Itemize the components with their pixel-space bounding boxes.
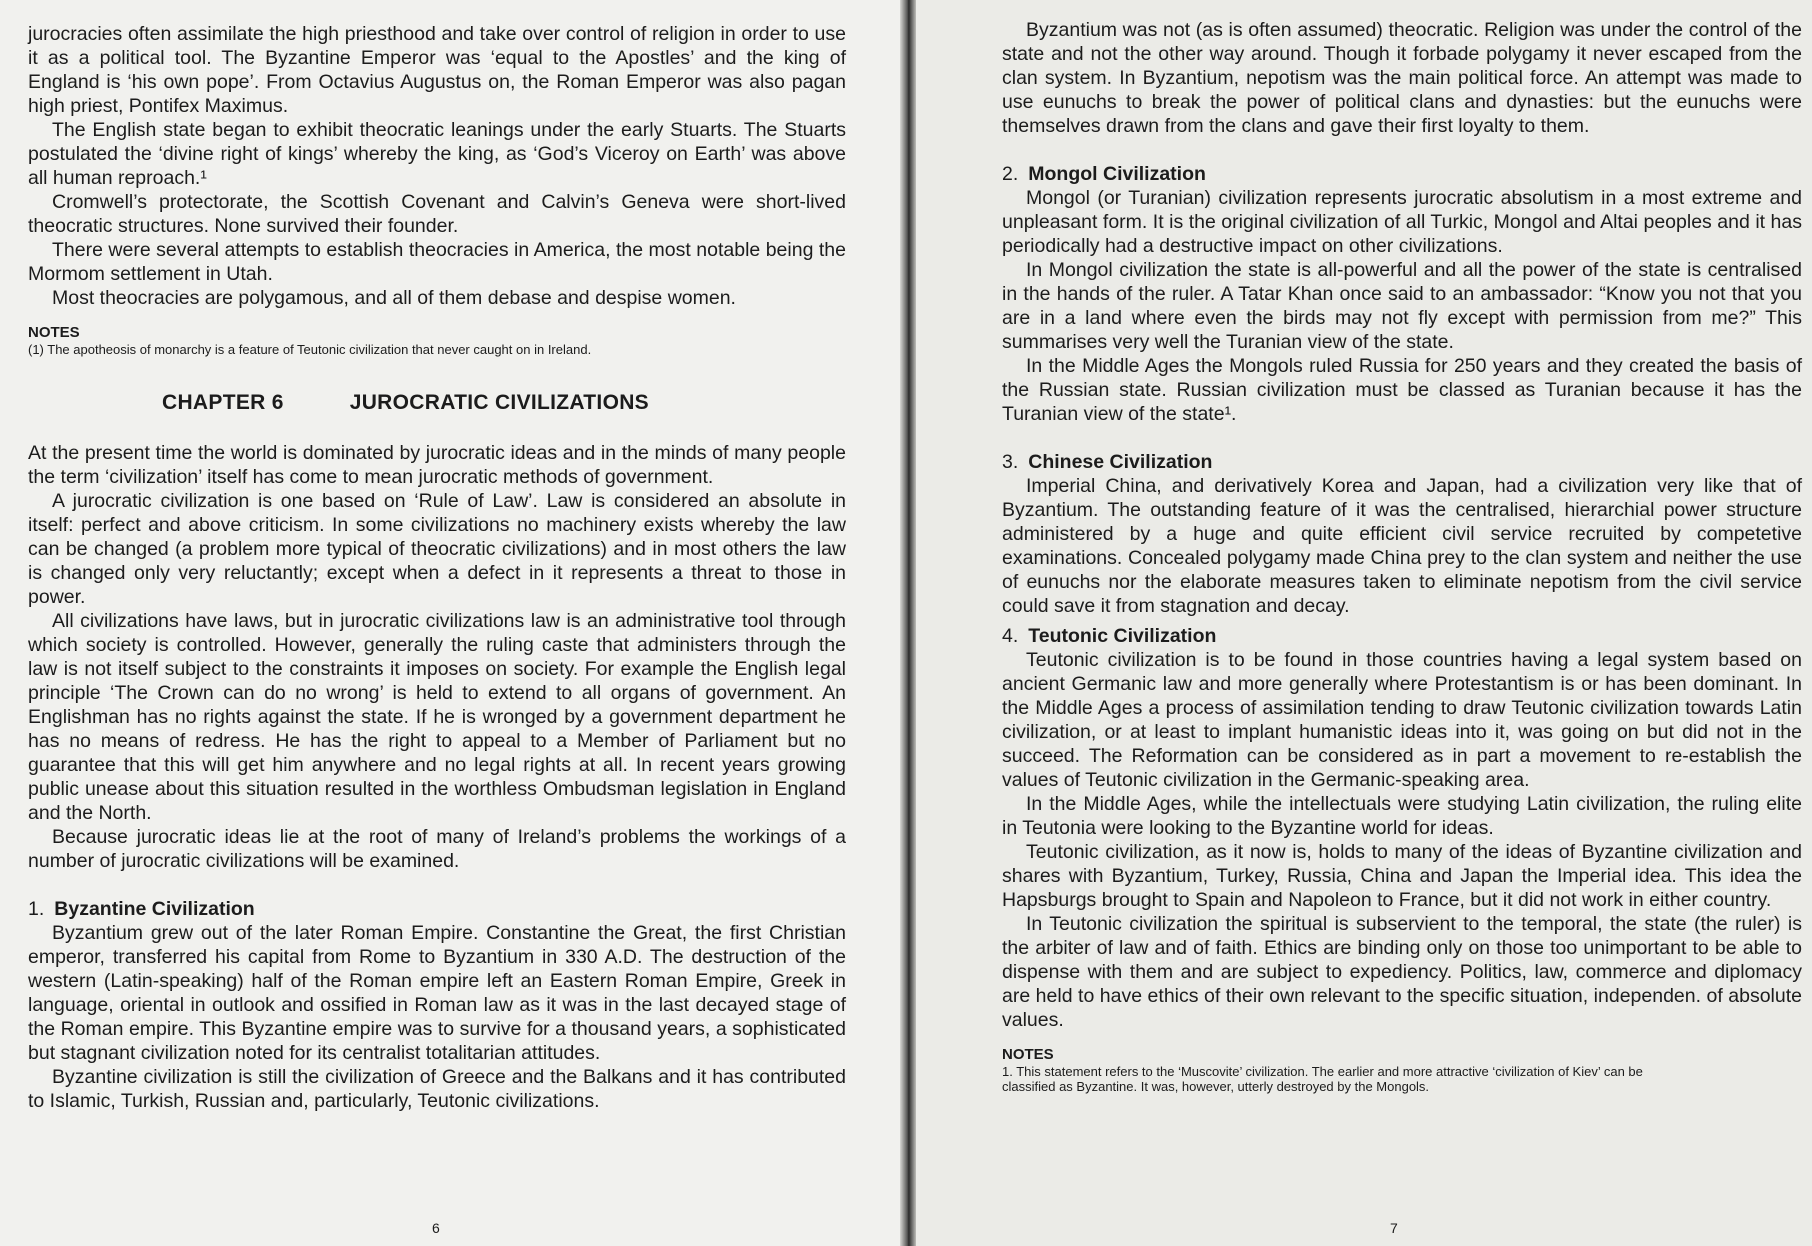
section-heading <box>1002 162 1802 186</box>
paragraph: Most theocracies are polygamous, and all of them debase and despise women. <box>52 287 736 309</box>
right-page <box>906 0 1812 1246</box>
paragraph: There were several attempts to establish theocracies in America, the most notable being the Mormom settlement in Utah. <box>28 239 846 285</box>
chapter-label: CHAPTER 6 <box>162 391 284 414</box>
page-number: 7 <box>1390 1220 1398 1236</box>
section-title: Teutonic Civilization <box>1028 625 1217 647</box>
section-heading <box>1002 624 1802 648</box>
section-number: 1. <box>28 898 45 920</box>
chapter-heading <box>162 391 846 415</box>
paragraph: Byzantium grew out of the later Roman Empire. Constantine the Great, the first Christian emperor, transferred his capital from Rome to Byzantium in 330 A.D. The destruction of the western (Latin-speaking) half of the Roman empire left an Eastern Roman Empire, Greek in language, oriental in outlook and ossified in Roman law as it was in the last decayed stage of the Roman empire. This Byzantine empire was to survive for a thousand years, a sophisticated but stagnant civilization noted for its centralist totalitarian attitudes. <box>28 922 846 1064</box>
section-title: Mongol Civilization <box>1028 163 1206 185</box>
book-gutter <box>900 0 916 1246</box>
paragraph: In Teutonic civilization the spiritual is subservient to the temporal, the state (the ruler) is the arbiter of law and of faith. Ethics are binding only on those too unimportant to be able to dispense with them and are subject to expediency. Politics, law, commerce and diplomacy are held to have ethics of their own relevant to the specific situation, independen. of absolute values. <box>1002 913 1802 1031</box>
footnote: 1. This statement refers to the ‘Muscovite’ civilization. The earlier and more attractive ‘civilization of Kiev’ can be classified as Byzantine. It was, however, utterly destroyed by the Mongols. <box>1002 1064 1643 1094</box>
section-number: 3. <box>1002 451 1019 473</box>
paragraph: Because jurocratic ideas lie at the root of many of Ireland’s problems the workings of a number of jurocratic civilizations will be examined. <box>28 826 846 872</box>
section-number: 4. <box>1002 625 1019 647</box>
paragraph: Byzantium was not (as is often assumed) theocratic. Religion was under the control of the state and not the other way around. Though it forbade polygamy it never escaped from the clan system. In Byzantium, nepotism was the main political force. An attempt was made to use eunuchs to break the power of political clans and dynasties: but the eunuchs were themselves drawn from the clans and gave their first loyalty to them. <box>1002 19 1802 137</box>
paragraph: A jurocratic civilization is one based on ‘Rule of Law’. Law is considered an absolute in itself: perfect and above criticism. In some civilizations no machinery exists whereby the law can be changed (a problem more typical of theocratic civilizations) and in most others the law is changed only very reluctantly; except when a defect in it represents a threat to those in power. <box>28 490 846 608</box>
paragraph: In Mongol civilization the state is all-powerful and all the power of the state is centralised in the hands of the ruler. A Tatar Khan once said to an ambassador: “Know you not that you are in a land where even the birds may not fly except with permission from me?” This summarises very well the Turanian view of the state. <box>1002 259 1802 353</box>
paragraph: Teutonic civilization is to be found in those countries having a legal system based on ancient Germanic law and more generally where Protestantism is or has been dominant. In the Middle Ages a process of assimilation tending to draw Teutonic civilization towards Latin civilization, or at least to implant humanistic ideas into it, was going on but did not in the succeed. The Reformation can be considered as in part a movement to re-establish the values of Teutonic civilization in the Germanic-speaking area. <box>1002 649 1802 791</box>
paragraph: Mongol (or Turanian) civilization represents jurocratic absolutism in a most extreme and unpleasant form. It is the original civilization of all Turkic, Mongol and Altai peoples and it has periodically had a destructive impact on other civilizations. <box>1002 187 1802 257</box>
section-heading <box>1002 450 1802 474</box>
section-heading <box>28 897 846 921</box>
paragraph: Cromwell’s protectorate, the Scottish Covenant and Calvin’s Geneva were short-lived theocratic structures. None survived their founder. <box>28 191 846 237</box>
paragraph: The English state began to exhibit theocratic leanings under the early Stuarts. The Stuarts postulated the ‘divine right of kings’ whereby the king, as ‘God’s Viceroy on Earth’ was above all human reproach.¹ <box>28 119 846 189</box>
paragraph: All civilizations have laws, but in jurocratic civilizations law is an administrative tool through which society is controlled. However, generally the ruling caste that administers through the law is not itself subject to the constraints it imposes on society. For example the English legal principle ‘The Crown can do no wrong’ is held to extend to all organs of government. An Englishman has no rights against the state. If he is wronged by a government department he has no means of redress. He has the right to appeal to a Member of Parliament but no guarantee that this will get him anywhere and no legal rights at all. In recent years growing public unease about this situation resulted in the worthless Ombudsman legislation in England and the North. <box>28 610 846 824</box>
notes-heading: NOTES <box>1002 1046 1054 1063</box>
chapter-title: JUROCRATIC CIVILIZATIONS <box>349 391 649 414</box>
footnote: (1) The apotheosis of monarchy is a feature of Teutonic civilization that never caught on in Ireland. <box>28 342 592 357</box>
notes-heading: NOTES <box>28 324 80 341</box>
paragraph: In the Middle Ages, while the intellectuals were studying Latin civilization, the ruling elite in Teutonia were looking to the Byzantine world for ideas. <box>1002 793 1802 839</box>
paragraph: Byzantine civilization is still the civilization of Greece and the Balkans and it has contributed to Islamic, Turkish, Russian and, particularly, Teutonic civilizations. <box>28 1066 846 1112</box>
paragraph: At the present time the world is dominated by jurocratic ideas and in the minds of many people the term ‘civilization’ itself has come to mean jurocratic methods of government. <box>28 442 846 488</box>
paragraph: Imperial China, and derivatively Korea and Japan, had a civilization very like that of Byzantium. The outstanding feature of it was the centralised, hierarchial power structure administered by a huge and quite efficient civil service recruited by competetive examinations. Concealed polygamy made China prey to the clan system and neither the use of eunuchs nor the elaborate measures taken to eliminate nepotism from the civil service could save it from stagnation and decay. <box>1002 475 1802 617</box>
section-number: 2. <box>1002 163 1019 185</box>
page-number: 6 <box>432 1220 440 1236</box>
paragraph: In the Middle Ages the Mongols ruled Russia for 250 years and they created the basis of the Russian state. Russian civilization must be classed as Turanian because it has the Turanian view of the state¹. <box>1002 355 1802 425</box>
section-title: Byzantine Civilization <box>54 898 255 920</box>
paragraph: Teutonic civilization, as it now is, holds to many of the ideas of Byzantine civilization and shares with Byzantium, Turkey, Russia, China and Japan the Imperial idea. This idea the Hapsburgs brought to Spain and Napoleon to France, but it did not work in either country. <box>1002 841 1802 911</box>
paragraph: jurocracies often assimilate the high priesthood and take over control of religion in order to use it as a political tool. The Byzantine Emperor was ‘equal to the Apostles’ and the king of England is ‘his own pope’. From Octavius Augustus on, the Roman Emperor was also pagan high priest, Pontifex Maximus. <box>28 23 846 117</box>
section-title: Chinese Civilization <box>1028 451 1213 473</box>
